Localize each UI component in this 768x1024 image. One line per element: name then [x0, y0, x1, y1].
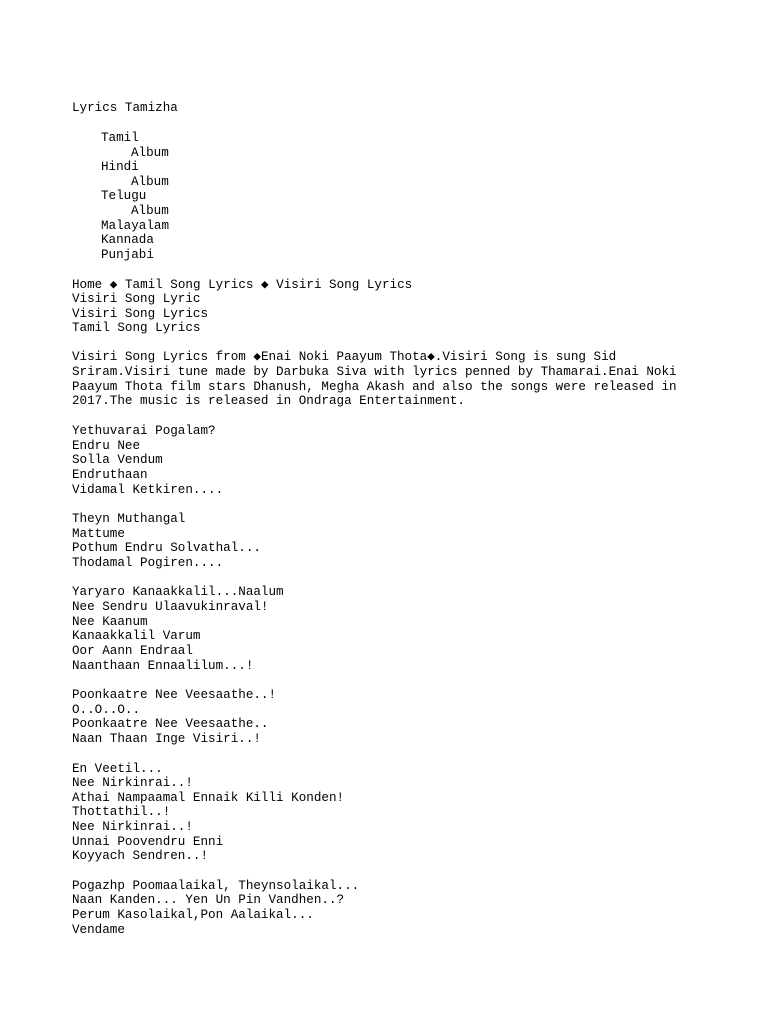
breadcrumb-category-link[interactable]: Tamil Song Lyrics — [124, 278, 254, 292]
page-title: Visiri Song Lyric — [72, 292, 201, 306]
lyric-line: Vendame — [72, 923, 125, 937]
nav-item-telugu[interactable]: Telugu — [101, 189, 147, 203]
lyric-line: Unnai Poovendru Enni — [72, 835, 224, 849]
lyric-line: Pogazhp Poomaalaikal, Theynsolaikal... — [72, 879, 360, 893]
breadcrumb-separator-icon: ◆ — [109, 278, 118, 292]
breadcrumb — [72, 278, 412, 293]
site-title-link[interactable]: Lyrics Tamizha — [72, 101, 178, 115]
lyric-line: Yethuvarai Pogalam? — [72, 424, 216, 438]
breadcrumb-home-link[interactable]: Home — [72, 278, 103, 292]
lyric-line: Pothum Endru Solvathal... — [72, 541, 261, 555]
nav-item-tamil[interactable]: Tamil — [101, 131, 139, 145]
lyric-line: Perum Kasolaikal,Pon Aalaikal... — [72, 908, 314, 922]
lyric-line: Koyyach Sendren..! — [72, 849, 209, 863]
lyric-line: Solla Vendum — [72, 453, 163, 467]
lyric-line: Endru Nee — [72, 439, 141, 453]
nav-subitem-tamil-album[interactable]: Album — [131, 146, 169, 160]
lyric-line: Yaryaro Kanaakkalil...Naalum — [72, 585, 284, 599]
nav-item-malayalam[interactable]: Malayalam — [101, 219, 170, 233]
description-line: Visiri Song Lyrics from ◆Enai Noki Paayum Thota◆.Visiri Song is sung Sid — [72, 350, 617, 364]
description-line: Sriram.Visiri tune made by Darbuka Siva with lyrics penned by Thamarai.Enai Noki — [72, 365, 677, 379]
lyric-line: En Veetil... — [72, 762, 163, 776]
description-line: 2017.The music is released in Ondraga Entertainment. — [72, 394, 465, 408]
breadcrumb-separator-icon: ◆ — [261, 278, 269, 292]
breadcrumb-current: Visiri Song Lyrics — [276, 278, 413, 292]
category-link[interactable]: Tamil Song Lyrics — [72, 321, 201, 335]
lyric-line: Nee Sendru Ulaavukinraval! — [72, 600, 269, 614]
lyric-line: Naanthaan Ennaalilum...! — [72, 659, 254, 673]
nav-subitem-telugu-album[interactable]: Album — [131, 204, 169, 218]
lyric-line: Kanaakkalil Varum — [72, 629, 201, 643]
lyric-line: Vidamal Ketkiren.... — [72, 483, 224, 497]
lyric-line: Naan Kanden... Yen Un Pin Vandhen..? — [72, 893, 345, 907]
nav-subitem-hindi-album[interactable]: Album — [131, 175, 169, 189]
lyric-line: Nee Nirkinrai..! — [72, 820, 193, 834]
lyric-line: Mattume — [72, 527, 125, 541]
nav-item-hindi[interactable]: Hindi — [101, 160, 139, 174]
nav-item-punjabi[interactable]: Punjabi — [101, 248, 154, 262]
lyric-line: Athai Nampaamal Ennaik Killi Konden! — [72, 791, 345, 805]
lyric-line: Endruthaan — [72, 468, 148, 482]
lyric-line: Thodamal Pogiren.... — [72, 556, 224, 570]
lyric-line: Poonkaatre Nee Veesaathe.. — [72, 717, 269, 731]
lyric-line: Oor Aann Endraal — [72, 644, 193, 658]
lyric-line: Naan Thaan Inge Visiri..! — [72, 732, 261, 746]
lyric-line: Theyn Muthangal — [72, 512, 186, 526]
nav-item-kannada[interactable]: Kannada — [101, 233, 154, 247]
page-subtitle: Visiri Song Lyrics — [72, 307, 209, 321]
lyric-line: Poonkaatre Nee Veesaathe..! — [72, 688, 277, 702]
lyric-line: Nee Kaanum — [72, 615, 148, 629]
lyric-line: O..O..O.. — [72, 703, 141, 717]
description-line: Paayum Thota film stars Dhanush, Megha Akash and also the songs were released in — [72, 380, 677, 394]
lyric-line: Thottathil..! — [72, 805, 171, 819]
lyric-line: Nee Nirkinrai..! — [72, 776, 193, 790]
